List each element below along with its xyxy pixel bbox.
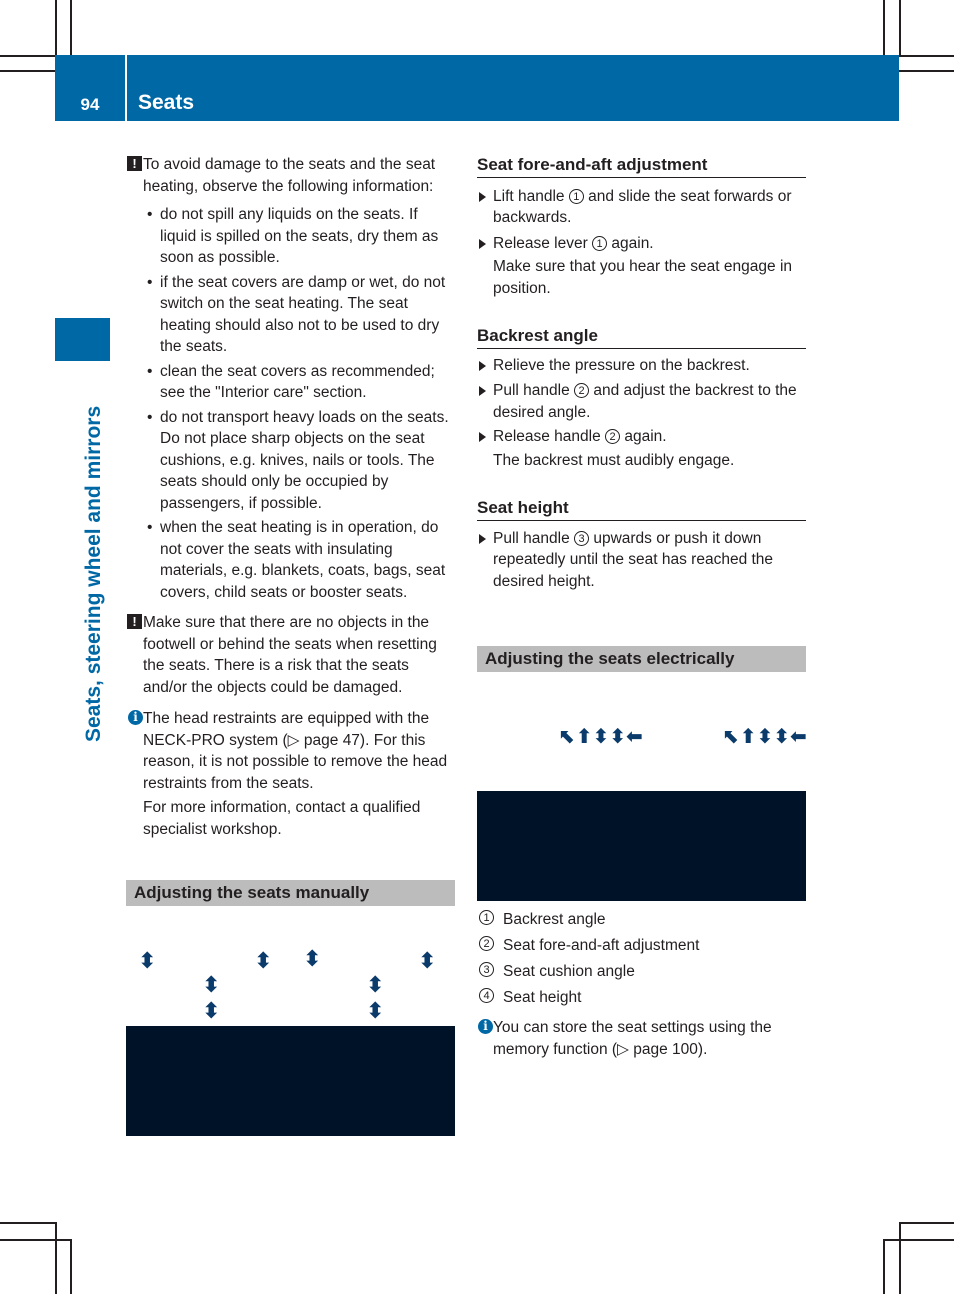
instruction-step: Relieve the pressure on the backrest. [477,355,806,377]
arrow-icon: ⬍ [303,946,322,971]
list-item: • when the seat heating is in operation, do not cover the seats with insulating materials, e.g. blankets, coats, bags, seat covers, child seats or booster seats. [127,517,457,603]
crop-mark [0,1239,70,1241]
list-item: • do not transport heavy loads on the seats. Do not place sharp objects on the seat cushions, e.g. knives, nails or tools. The seats should only be occupied by passengers, if possible. [127,407,457,515]
callout-number: 1 [592,236,607,251]
crop-mark [899,55,954,57]
step-arrow-icon [479,239,486,249]
info-text: You can store the seat settings using the memory function (▷ page 100). [493,1019,772,1058]
chapter-title: Seats, steering wheel and mirrors [82,405,105,742]
crop-mark [0,1222,55,1224]
section-heading: Adjusting the seats manually [126,880,455,906]
header-divider [125,55,127,121]
step-arrow-icon [479,386,486,396]
info-icon: i [128,710,143,725]
legend-item: 4 Seat height [477,985,806,1011]
arrow-icon: ⬍ [418,948,437,973]
callout-number: 1 [479,910,494,925]
crop-mark [55,0,57,55]
crop-mark [70,0,72,55]
arrow-icon: ⬍ [254,948,273,973]
crop-mark [883,1239,954,1241]
step-arrow-icon [479,192,486,202]
warning-note [127,154,457,197]
crop-mark [0,55,55,57]
crop-mark [883,1239,885,1294]
callout-number: 2 [574,383,589,398]
legend-item: 1 Backrest angle [477,907,806,933]
instruction-step: Release handle 2 again. The backrest must audibly engage. [477,426,806,471]
info-note [477,1017,806,1060]
arrow-icon: ⬉⬆⬍⬍⬅ [559,726,643,748]
page-header [55,55,899,121]
arrow-icon: ⬍ [138,948,157,973]
instruction-step: Release lever 1 again. Make sure that you hear the seat engage in position. [477,233,806,300]
info-icon: i [478,1019,493,1034]
electric-seat-image [477,791,806,901]
crop-mark [899,0,901,55]
step-arrow-icon [479,361,486,371]
warning-note [127,612,457,698]
instruction-step: Pull handle 2 and adjust the backrest to the desired angle. [477,380,806,423]
step-arrow-icon [479,432,486,442]
manual-seat-illustration [126,940,455,1026]
legend-item: 3 Seat cushion angle [477,959,806,985]
manual-seat-image [126,1026,455,1136]
instruction-step: Pull handle 3 upwards or push it down repeatedly until the seat has reached the desired height. [477,528,806,593]
manual-section [126,880,455,906]
warning-text: Make sure that there are no objects in the footwell or behind the seats when resetting the seats. There is a risk that the seats and/or the objects could be damaged. [143,614,437,696]
callout-number: 4 [479,988,494,1003]
warning-text: To avoid damage to the seats and the seat heating, observe the following information: [143,156,436,195]
step-arrow-icon [479,534,486,544]
list-item: • clean the seat covers as recommended; see the "Interior care" section. [127,361,457,404]
list-item: • do not spill any liquids on the seats. If liquid is spilled on the seats, dry them as soon as possible. [127,204,457,269]
list-item: • if the seat covers are damp or wet, do not switch on the seat heating. The seat heating should also not to be used to dry the seats. [127,272,457,358]
callout-number: 3 [479,962,494,977]
callout-number: 1 [569,189,584,204]
arrow-icon: ⬉⬆⬍⬍⬅ [723,726,807,748]
electric-seat-illustration [477,712,806,791]
warning-icon: ! [127,614,142,629]
page-title: Seats [138,91,195,114]
right-column [477,154,806,592]
warning-icon: ! [127,156,142,171]
arrow-icon: ⬍ [366,972,385,997]
info-text: For more information, contact a qualified specialist workshop. [143,799,421,838]
step-note: Make sure that you hear the seat engage in position. [493,258,793,297]
callout-number: 2 [479,936,494,951]
page-number: 94 [80,95,100,114]
crop-mark [0,70,55,72]
electric-section [477,646,806,672]
heading-backrest: Backrest angle [477,325,806,349]
heading-height: Seat height [477,497,806,521]
arrow-icon: ⬍ [202,998,221,1023]
info-note [127,708,457,840]
crop-mark [899,70,954,72]
arrow-icon: ⬍ [366,998,385,1023]
crop-mark [899,1222,901,1294]
crop-mark [899,1222,954,1224]
info-text: The head restraints are equipped with the NECK-PRO system (▷ page 47). For this reason, it is not possible to remove the head restraints from the seats. [143,710,448,792]
crop-mark [55,1222,57,1294]
legend-item: 2 Seat fore-and-aft adjustment [477,933,806,959]
bullet-list [127,204,457,603]
section-heading: Adjusting the seats electrically [477,646,806,672]
heading-fore-aft: Seat fore-and-aft adjustment [477,154,806,178]
callout-number: 3 [574,531,589,546]
instruction-step: Lift handle 1 and slide the seat forwards or backwards. [477,186,806,229]
crop-mark [883,0,885,55]
legend-list [477,907,806,1060]
chapter-tab [55,318,110,361]
arrow-icon: ⬍ [202,972,221,997]
crop-mark [70,1239,72,1294]
step-note: The backrest must audibly engage. [493,451,735,469]
left-column [127,154,457,840]
callout-number: 2 [605,429,620,444]
